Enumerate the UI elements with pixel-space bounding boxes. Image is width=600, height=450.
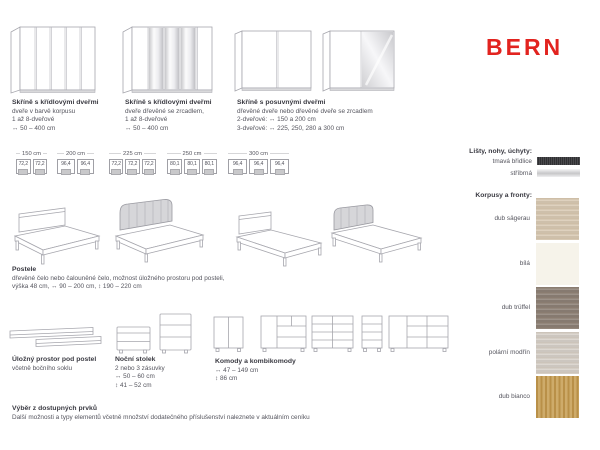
width-group-label: 200 cm	[66, 150, 86, 157]
width-cell: 96,4	[249, 159, 268, 174]
wardrobe-hinged-plain-text	[12, 99, 99, 133]
single-bed-upholstered-headboard-illustration	[328, 202, 428, 266]
swatch-bila	[536, 243, 579, 285]
width-cell: 72,2	[33, 159, 48, 174]
handle-mark	[233, 169, 243, 175]
dresser-two-door-illustration	[213, 314, 245, 353]
block-line: 1 až 8-dveřové	[125, 116, 168, 124]
single-bed-wood-headboard-illustration	[232, 209, 327, 267]
block-line: ↔ 50 – 400 cm	[12, 124, 56, 132]
block-line: 2 nebo 3 zásuvky	[115, 365, 165, 372]
block-line: ↔ 50 – 60 cm	[115, 373, 155, 381]
block-title: Skříně s křídlovými dveřmi	[12, 99, 99, 106]
handle-mark	[204, 169, 214, 175]
width-group-label: 300 cm	[249, 150, 269, 157]
material-label-polarni-modrin: polární modřín	[488, 349, 530, 356]
block-line: Další možnosti a typy elementů včetně množství dodatečného příslušenství naleznete v aktuálním ceníku	[12, 414, 310, 421]
width-cell: 96,4	[228, 159, 247, 174]
width-cell: 96,4	[77, 159, 95, 174]
width-cell: 96,4	[57, 159, 75, 174]
width-group-label: 225 cm	[123, 150, 143, 157]
block-line: ↕ 86 cm	[215, 375, 238, 383]
handle-mark	[111, 169, 121, 175]
wardrobe-hinged-plain-illustration	[10, 26, 96, 96]
double-bed-wood-headboard-illustration	[6, 204, 106, 266]
dresser-drawers-wide-illustration	[311, 313, 355, 353]
block-line: 2-dveřové: ↔ 150 a 200 cm	[237, 116, 316, 124]
rule	[43, 153, 47, 154]
swatch-tmava-bridlice	[537, 157, 580, 165]
rule	[109, 153, 121, 154]
underbed-storage-text	[12, 356, 96, 373]
width-group-label: 250 cm	[182, 150, 202, 157]
wardrobe-hinged-mirror-text	[125, 99, 212, 133]
block-line: ↔ 47 – 149 cm	[215, 367, 259, 374]
material-label-dub-bianco: dub bianco	[498, 393, 530, 400]
handle-mark	[170, 169, 180, 175]
block-title: Skříně s křídlovými dveřmi	[125, 99, 212, 106]
swatch-stribrna	[537, 169, 580, 177]
width-cell: 72,2	[109, 159, 123, 174]
dresser-door-drawers-illustration	[260, 313, 308, 353]
width-cell: 96,4	[270, 159, 289, 174]
rule	[270, 153, 289, 154]
wardrobe-sliding-text	[237, 99, 373, 133]
handle-mark	[144, 169, 154, 175]
width-group-300	[228, 150, 289, 174]
dresser-drawers-narrow-illustration	[361, 313, 384, 353]
block-line: 3-dveřové: ↔ 225, 250, 280 a 300 cm	[237, 124, 345, 132]
block-title: Skříně s posuvnými dveřmi	[237, 99, 326, 106]
block-title: Postele	[12, 266, 37, 273]
wardrobe-sliding-plain-illustration	[234, 29, 312, 94]
underbed-storage-illustration	[8, 326, 103, 354]
block-line: dveře v barvě korpusu	[12, 108, 76, 115]
rule	[87, 153, 94, 154]
nightstand-small-illustration	[115, 322, 153, 354]
swatch-dub-bianco	[536, 376, 579, 418]
width-cell: 72,2	[16, 159, 31, 174]
handle-mark	[254, 169, 264, 175]
width-cell: 80,1	[202, 159, 217, 174]
handle-mark	[18, 169, 28, 175]
finish-label-stribrna: stříbrná	[510, 170, 532, 177]
block-title: Noční stolek	[115, 356, 156, 363]
width-group-150	[16, 150, 47, 174]
block-title: Výběr z dostupných prvků	[12, 405, 97, 412]
block-line: dveře dřevěné se zrcadlem,	[125, 108, 204, 115]
wardrobe-hinged-mirror-illustration	[122, 26, 214, 96]
block-title: Komody a kombikomody	[215, 358, 296, 365]
width-cell: 72,2	[142, 159, 156, 174]
rule	[167, 153, 181, 154]
brand-logo: BERN	[486, 34, 564, 60]
block-line: dřevěné čelo nebo čalouněné čelo, možnost úložného prostoru pod posteli,	[12, 275, 225, 282]
handle-mark	[127, 169, 137, 175]
width-group-250	[167, 150, 217, 174]
handle-mark	[275, 169, 285, 175]
finish-label-tmava-bridlice: tmavá břidlice	[492, 158, 532, 165]
dresser-combo-illustration	[388, 313, 450, 353]
rule	[228, 153, 247, 154]
rule	[16, 153, 20, 154]
double-bed-upholstered-headboard-illustration	[104, 197, 209, 267]
width-cell: 80,1	[184, 159, 199, 174]
width-group-label: 150 cm	[22, 150, 42, 157]
finishes-header: Lišty, nohy, úchyty:	[469, 148, 532, 155]
dressers-text	[215, 358, 296, 384]
rule	[144, 153, 156, 154]
handle-mark	[35, 169, 45, 175]
swatch-dub-sagerau	[536, 198, 579, 240]
width-group-200	[57, 150, 94, 174]
material-label-dub-sagerau: dub sägerau	[494, 215, 530, 222]
handle-mark	[80, 169, 90, 175]
swatch-dub-truffel	[536, 287, 579, 329]
wardrobe-sliding-mirror-illustration	[322, 29, 396, 94]
rule	[57, 153, 64, 154]
handle-mark	[187, 169, 197, 175]
block-line: ↔ 50 – 400 cm	[125, 124, 169, 132]
block-line: včetně bočního soklu	[12, 365, 73, 372]
nightstand-text	[115, 356, 165, 390]
block-line: ↕ 41 – 52 cm	[115, 381, 152, 389]
width-cell: 72,2	[125, 159, 139, 174]
beds-text	[12, 266, 224, 292]
material-label-bila: bílá	[519, 260, 530, 267]
block-title: Úložný prostor pod postel	[12, 356, 97, 363]
nightstand-tall-illustration	[158, 310, 194, 354]
width-group-225	[109, 150, 156, 174]
block-line: výška 48 cm, ↔ 90 – 200 cm, ↕ 190 – 220 cm	[12, 283, 142, 291]
footer-note	[12, 405, 310, 422]
handle-mark	[61, 169, 71, 175]
material-label-dub-truffel: dub trüffel	[501, 304, 530, 311]
block-line: dřevěné dveře nebo dřevěné dveře se zrcadlem	[237, 108, 373, 115]
block-line: 1 až 8-dveřové	[12, 116, 55, 124]
materials-header: Korpusy a fronty:	[475, 192, 532, 199]
width-cell: 80,1	[167, 159, 182, 174]
swatch-polarni-modrin	[536, 332, 579, 374]
rule	[204, 153, 218, 154]
